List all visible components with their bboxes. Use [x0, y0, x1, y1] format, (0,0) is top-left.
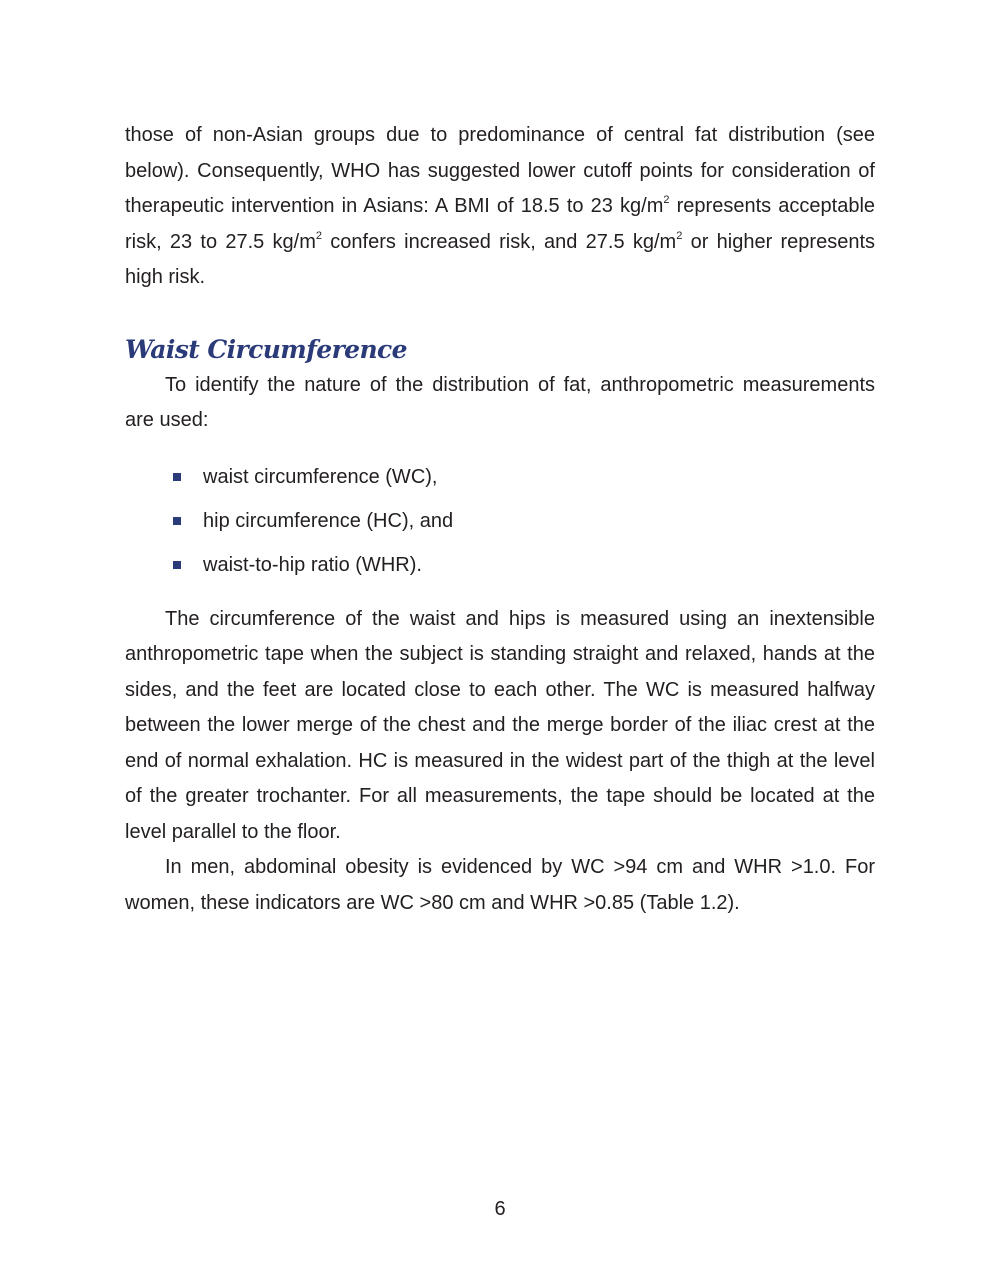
- paragraph-text: or higher represents high risk.: [125, 230, 876, 288]
- superscript: 2: [315, 229, 323, 242]
- list-item-text: waist circumference (WC),: [203, 465, 438, 488]
- paragraph-text: confers increased risk, and 27.5 kg/m: [322, 230, 677, 253]
- section-heading: Waist Circumference: [125, 334, 407, 364]
- list-item: [125, 464, 875, 490]
- superscript: 2: [663, 194, 670, 206]
- list-item-text: waist-to-hip ratio (WHR).: [203, 553, 422, 576]
- paragraph-obesity-indicators: In men, abdominal obesity is evidenced by WC >94 cm and WHR >1.0. For women, these indicators are WC >80 cm and WHR >0.85 (Table 1.2).: [125, 856, 875, 914]
- list-item: [125, 552, 875, 578]
- square-bullet-icon: [173, 473, 181, 481]
- measurement-list: [125, 464, 875, 578]
- page-number: 6: [494, 1198, 506, 1220]
- paragraph-measurement-method: The circumference of the waist and hips is measured using an inextensible anthropometric tape when the subject is standing straight and relaxed, hands at the sides, and the feet are located close to each other. The WC is measured halfway between the lower merge of the chest and the merge border of the iliac crest at the end of normal exhalation. HC is measured in the widest part of the thigh at the level of the greater trochanter. For all measurements, the tape should be located at the level parallel to the floor.: [125, 607, 875, 843]
- paragraph-intro: To identify the nature of the distribution of fat, anthropometric measurements are used:: [125, 373, 875, 431]
- paragraph-bmi-cutoffs: [125, 118, 875, 296]
- list-item: [125, 508, 875, 534]
- page-body: [125, 118, 875, 921]
- square-bullet-icon: [173, 517, 181, 525]
- superscript: 2: [676, 229, 683, 242]
- list-item-text: hip circumference (HC), and: [203, 509, 454, 532]
- square-bullet-icon: [173, 561, 181, 569]
- paragraph-text: those of non-Asian groups due to predominance of central fat distribution (see below). Consequently, WHO has suggested lower cutoff points for consideration of therapeutic intervention in Asians: A BMI of 18.5 to 23 kg/m: [125, 124, 875, 217]
- paragraph-text: represents acceptable risk, 23 to 27.5 kg/m: [125, 195, 876, 253]
